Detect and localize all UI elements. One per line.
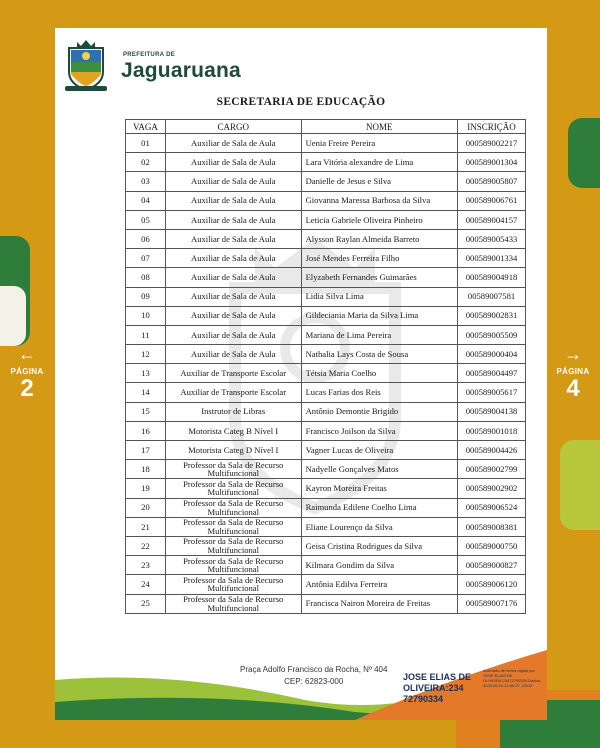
- cell-vaga: 17: [126, 441, 166, 460]
- cell-cargo: Motorista Categ B Nível I: [165, 421, 301, 440]
- table-row: [126, 325, 526, 344]
- cell-inscricao: 000589005433: [458, 229, 526, 248]
- cell-vaga: 03: [126, 172, 166, 191]
- cell-cargo: Professor da Sala de Recurso Multifuncional: [165, 479, 301, 498]
- cell-nome: Elyzabeth Fernandes Guimarães: [301, 268, 457, 287]
- digital-signature-name: [403, 672, 471, 705]
- cell-inscricao: 000589004497: [458, 364, 526, 383]
- right-green-band: [568, 118, 600, 188]
- cell-inscricao: 000589002831: [458, 306, 526, 325]
- cell-inscricao: 000589001018: [458, 421, 526, 440]
- cell-cargo: Professor da Sala de Recurso Multifuncional: [165, 498, 301, 517]
- signature-line-1: JOSE ELIAS DE: [403, 672, 472, 682]
- cell-nome: Alysson Raylan Almeida Barreto: [301, 229, 457, 248]
- table-row: [126, 498, 526, 517]
- cell-cargo: Auxiliar de Sala de Aula: [165, 345, 301, 364]
- prev-page-nav[interactable]: [0, 345, 54, 402]
- cell-cargo: Professor da Sala de Recurso Multifuncional: [165, 517, 301, 536]
- cell-vaga: 14: [126, 383, 166, 402]
- cell-inscricao: 00589007581: [458, 287, 526, 306]
- cell-nome: Nathalia Lays Costa de Sousa: [301, 345, 457, 364]
- cell-cargo: Professor da Sala de Recurso Multifuncional: [165, 556, 301, 575]
- cell-nome: Lidia Silva Lima: [301, 287, 457, 306]
- cell-vaga: 13: [126, 364, 166, 383]
- next-page-number: 4: [566, 375, 580, 402]
- cell-vaga: 12: [126, 345, 166, 364]
- cell-vaga: 01: [126, 134, 166, 153]
- table-row: [126, 441, 526, 460]
- cell-vaga: 20: [126, 498, 166, 517]
- cell-nome: Vagner Lucas de Oliveira: [301, 441, 457, 460]
- cell-cargo: Auxiliar de Sala de Aula: [165, 153, 301, 172]
- cell-vaga: 18: [126, 460, 166, 479]
- header-cargo: CARGO: [165, 120, 301, 134]
- header-inscricao: INSCRIÇÃO: [458, 120, 526, 134]
- cell-nome: Geisa Cristina Rodrigues da Silva: [301, 536, 457, 555]
- cell-inscricao: 000589005509: [458, 325, 526, 344]
- cell-inscricao: 000589008381: [458, 517, 526, 536]
- cell-vaga: 07: [126, 249, 166, 268]
- cell-inscricao: 000589002799: [458, 460, 526, 479]
- cell-vaga: 06: [126, 229, 166, 248]
- section-title: SECRETARIA DE EDUCAÇÃO: [216, 96, 386, 108]
- cell-cargo: Auxiliar de Sala de Aula: [165, 210, 301, 229]
- city-name: Jaguaruana: [121, 59, 241, 82]
- cell-cargo: Professor da Sala de Recurso Multifuncional: [165, 594, 301, 613]
- cell-nome: Giovanna Maressa Barbosa da Silva: [301, 191, 457, 210]
- table-row: [126, 229, 526, 248]
- cell-cargo: Auxiliar de Sala de Aula: [165, 249, 301, 268]
- table-row: [126, 134, 526, 153]
- cell-cargo: Instrutor de Libras: [165, 402, 301, 421]
- cell-nome: Tétsia Maria Coelho: [301, 364, 457, 383]
- signature-line-3: 72790334: [403, 694, 444, 704]
- address-line: Praça Adolfo Francisco da Rocha, Nº 404: [240, 665, 388, 674]
- table-row: [126, 345, 526, 364]
- cell-vaga: 02: [126, 153, 166, 172]
- cell-nome: Antônio Demontie Brigido: [301, 402, 457, 421]
- table-row: [126, 383, 526, 402]
- cell-vaga: 21: [126, 517, 166, 536]
- cell-inscricao: 000589004157: [458, 210, 526, 229]
- digital-signature-stamp: Assinado de forma digital por JOSE ELIAS DE OLIVEIRA:23472790334 Dados: 2023.06.14 12:46:07 -03'00': [483, 668, 541, 688]
- cell-nome: Raimunda Edilene Coelho Lima: [301, 498, 457, 517]
- cell-cargo: Auxiliar de Sala de Aula: [165, 287, 301, 306]
- cell-cargo: Auxiliar de Sala de Aula: [165, 268, 301, 287]
- table-row: [126, 479, 526, 498]
- table-header-row: [126, 120, 526, 134]
- cell-vaga: 05: [126, 210, 166, 229]
- cell-cargo: Auxiliar de Sala de Aula: [165, 229, 301, 248]
- results-table: [125, 119, 526, 614]
- cell-inscricao: 000589002902: [458, 479, 526, 498]
- cell-cargo: Auxiliar de Sala de Aula: [165, 306, 301, 325]
- cell-inscricao: 000589004918: [458, 268, 526, 287]
- cell-inscricao: 000589004138: [458, 402, 526, 421]
- table-row: [126, 210, 526, 229]
- table-row: [126, 402, 526, 421]
- table-row: [126, 153, 526, 172]
- table-row: [126, 268, 526, 287]
- table-row: [126, 364, 526, 383]
- cell-cargo: Professor da Sala de Recurso Multifuncional: [165, 536, 301, 555]
- next-page-nav[interactable]: [546, 345, 600, 402]
- cell-inscricao: 000589001304: [458, 153, 526, 172]
- cell-nome: José Mendes Ferreira Filho: [301, 249, 457, 268]
- cell-inscricao: 000589000750: [458, 536, 526, 555]
- cell-cargo: Auxiliar de Sala de Aula: [165, 325, 301, 344]
- document-page: [55, 28, 547, 720]
- cell-cargo: Auxiliar de Sala de Aula: [165, 172, 301, 191]
- cell-vaga: 16: [126, 421, 166, 440]
- cell-nome: Eliane Lourenço da Silva: [301, 517, 457, 536]
- cell-nome: Leticia Gabriele Oliveira Pinheiro: [301, 210, 457, 229]
- cell-vaga: 04: [126, 191, 166, 210]
- cell-vaga: 08: [126, 268, 166, 287]
- cell-cargo: Professor da Sala de Recurso Multifuncional: [165, 460, 301, 479]
- table-row: [126, 517, 526, 536]
- prev-page-number: 2: [20, 375, 34, 402]
- cell-vaga: 25: [126, 594, 166, 613]
- table-row: [126, 575, 526, 594]
- cell-nome: Gildeciania Maria da Silva Lima: [301, 306, 457, 325]
- cell-nome: Nadyelle Gonçalves Matos: [301, 460, 457, 479]
- table-row: [126, 460, 526, 479]
- cell-cargo: Auxiliar de Transporte Escolar: [165, 383, 301, 402]
- cell-inscricao: 000589002217: [458, 134, 526, 153]
- table-row: [126, 421, 526, 440]
- cell-inscricao: 000589000404: [458, 345, 526, 364]
- cell-nome: Kayron Moreira Freitas: [301, 479, 457, 498]
- cell-inscricao: 000589006761: [458, 191, 526, 210]
- cell-vaga: 10: [126, 306, 166, 325]
- cell-cargo: Auxiliar de Sala de Aula: [165, 134, 301, 153]
- table-row: [126, 249, 526, 268]
- cell-nome: Lucas Farias dos Reis: [301, 383, 457, 402]
- header-vaga: VAGA: [126, 120, 166, 134]
- prefeitura-label: PREFEITURA DE: [123, 52, 176, 58]
- next-page-label: PÁGINA: [556, 367, 590, 376]
- header-nome: NOME: [301, 120, 457, 134]
- cell-vaga: 15: [126, 402, 166, 421]
- table-row: [126, 306, 526, 325]
- cell-inscricao: 000589004426: [458, 441, 526, 460]
- cell-inscricao: 000589005807: [458, 172, 526, 191]
- cell-cargo: Motorista Categ D Nível I: [165, 441, 301, 460]
- city-crest-icon: [63, 38, 109, 94]
- cell-vaga: 22: [126, 536, 166, 555]
- table-row: [126, 191, 526, 210]
- cell-inscricao: 000589001334: [458, 249, 526, 268]
- cell-nome: Uenia Freire Pereira: [301, 134, 457, 153]
- left-white-band: [0, 286, 26, 346]
- cell-nome: Francisco Joilson da Silva: [301, 421, 457, 440]
- cell-vaga: 23: [126, 556, 166, 575]
- signature-line-2: OLIVEIRA:234: [403, 683, 464, 693]
- table-row: [126, 172, 526, 191]
- cell-cargo: Auxiliar de Transporte Escolar: [165, 364, 301, 383]
- cell-nome: Antônia Edilva Ferreira: [301, 575, 457, 594]
- prefeitura-logo: [63, 36, 243, 100]
- cell-nome: Kilmara Gondim da Silva: [301, 556, 457, 575]
- table-row: [126, 536, 526, 555]
- cell-nome: Mariana de Lima Pereira: [301, 325, 457, 344]
- cell-cargo: Professor da Sala de Recurso Multifuncional: [165, 575, 301, 594]
- cell-inscricao: 000589006120: [458, 575, 526, 594]
- cell-cargo: Auxiliar de Sala de Aula: [165, 191, 301, 210]
- cep-line: CEP: 62823-000: [284, 677, 344, 686]
- cell-inscricao: 000589006524: [458, 498, 526, 517]
- cell-vaga: 11: [126, 325, 166, 344]
- table-row: [126, 287, 526, 306]
- cell-inscricao: 000589000827: [458, 556, 526, 575]
- footer-address: [240, 664, 387, 688]
- cell-inscricao: 000589005617: [458, 383, 526, 402]
- prev-page-label: PÁGINA: [10, 367, 44, 376]
- cell-nome: Lara Vitória alexandre de Lima: [301, 153, 457, 172]
- cell-nome: Danielle de Jesus e Silva: [301, 172, 457, 191]
- right-light-green-band: [560, 440, 600, 530]
- table-row: [126, 556, 526, 575]
- cell-nome: Francisca Nairon Moreira de Freitas: [301, 594, 457, 613]
- right-arrow-icon: →: [564, 344, 582, 364]
- cell-inscricao: 000589007176: [458, 594, 526, 613]
- table-row: [126, 594, 526, 613]
- cell-vaga: 24: [126, 575, 166, 594]
- left-arrow-icon: ←: [18, 344, 36, 364]
- cell-vaga: 09: [126, 287, 166, 306]
- cell-vaga: 19: [126, 479, 166, 498]
